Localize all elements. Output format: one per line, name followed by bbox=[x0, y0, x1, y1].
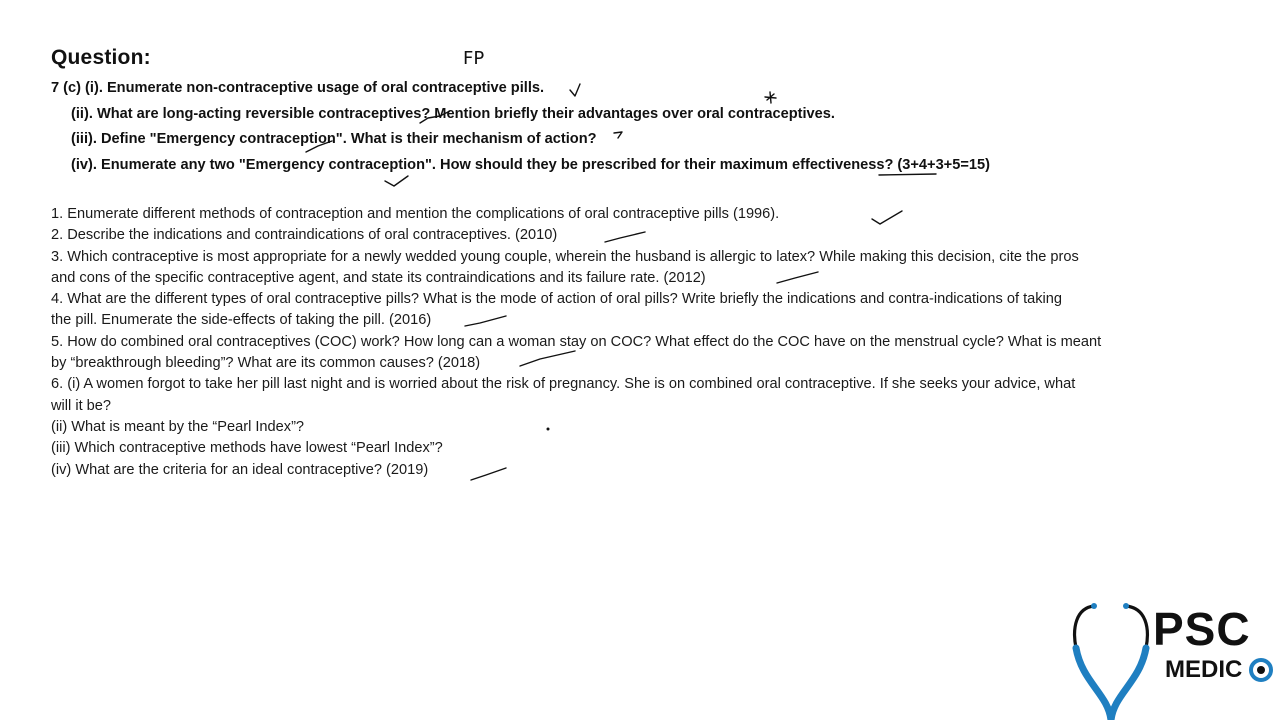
previous-question-3-line-1: 3. Which contraceptive is most appropriate for a newly wedded young couple, wherein the husband is allergic to latex? While making this decision, cite the pros bbox=[51, 248, 1079, 265]
previous-question-4-line-2: the pill. Enumerate the side-effects of taking the pill. (2016) bbox=[51, 312, 432, 329]
previous-question-4-line-1: 4. What are the different types of oral contraceptive pills? What is the mode of action of oral pills? Write briefly the indications and contra-indications of taking bbox=[51, 291, 1063, 308]
psc-medico-logo bbox=[1064, 598, 1280, 720]
question-line-4: (iv). Enumerate any two "Emergency contraception". How should they be prescribed for their maximum effectiveness? (3+4+3+5=15) bbox=[71, 157, 990, 173]
previous-question-2: 2. Describe the indications and contraindications of oral contraceptives. (2010) bbox=[51, 227, 558, 244]
previous-question-6-line-5: (iv) What are the criteria for an ideal contraceptive? (2019) bbox=[51, 461, 429, 478]
page-heading: Question: bbox=[51, 46, 151, 69]
question-line-2: (ii). What are long-acting reversible contraceptives? Mention briefly their advantages over oral contraceptives. bbox=[71, 106, 835, 122]
star-mark bbox=[765, 92, 776, 103]
question-line-3: (iii). Define "Emergency contraception". What is their mechanism of action? bbox=[71, 131, 597, 147]
previous-question-3-line-2: and cons of the specific contraceptive agent, and state its contraindications and its failure rate. (2012) bbox=[51, 269, 706, 286]
fp-annotation: FP bbox=[463, 48, 485, 69]
previous-question-6-line-2: will it be? bbox=[51, 397, 112, 414]
previous-question-6-line-3: (ii) What is meant by the “Pearl Index”? bbox=[51, 418, 305, 435]
previous-questions bbox=[51, 204, 1211, 481]
tick-mark bbox=[385, 176, 408, 186]
previous-question-6-line-4: (iii) Which contraceptive methods have lowest “Pearl Index”? bbox=[51, 440, 443, 457]
question-line-1: 7 (c) (i). Enumerate non-contraceptive usage of oral contraceptive pills. bbox=[51, 80, 545, 96]
logo-text-psc: PSC bbox=[1153, 603, 1251, 655]
tick-mark bbox=[570, 84, 580, 96]
underline-mark bbox=[879, 174, 936, 175]
logo-text-medic: MEDIC bbox=[1165, 656, 1243, 683]
previous-question-5-line-2: by “breakthrough bleeding”? What are its common causes? (2018) bbox=[51, 355, 481, 372]
tick-mark bbox=[614, 132, 622, 138]
previous-question-5-line-1: 5. How do combined oral contraceptives (COC) work? How long can a woman stay on COC? What effect do the COC have on the menstrual cycle? What is meant bbox=[51, 333, 1102, 350]
previous-question-6-line-1: 6. (i) A women forgot to take her pill last night and is worried about the risk of pregnancy. She is on combined oral contraceptive. If she seeks your advice, what bbox=[51, 376, 1076, 393]
previous-question-1: 1. Enumerate different methods of contraception and mention the complications of oral contraceptive pills (1996). bbox=[51, 206, 780, 222]
